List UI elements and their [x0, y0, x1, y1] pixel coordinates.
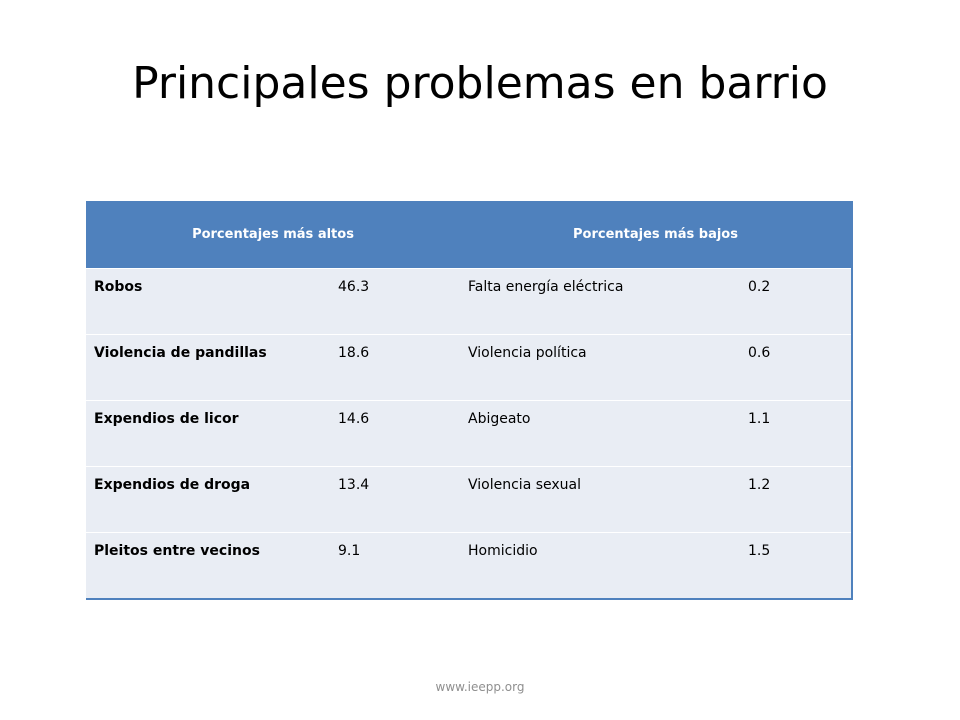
- low-problem-label: Violencia política: [460, 335, 740, 401]
- slide-title: Principales problemas en barrio: [132, 58, 828, 109]
- table-row: [86, 533, 852, 599]
- high-problem-label: Expendios de licor: [86, 401, 330, 467]
- high-problem-value: 46.3: [330, 269, 460, 335]
- problems-table: [86, 201, 853, 600]
- high-problem-value: 18.6: [330, 335, 460, 401]
- low-problem-value: 0.6: [740, 335, 852, 401]
- high-problem-label: Violencia de pandillas: [86, 335, 330, 401]
- footer-url: www.ieepp.org: [435, 680, 525, 694]
- low-problem-label: Violencia sexual: [460, 467, 740, 533]
- low-problem-value: 1.5: [740, 533, 852, 599]
- table-row: [86, 467, 852, 533]
- low-problem-value: 1.1: [740, 401, 852, 467]
- header-highest-percentages: Porcentajes más altos: [86, 201, 460, 269]
- high-problem-label: Robos: [86, 269, 330, 335]
- high-problem-value: 9.1: [330, 533, 460, 599]
- low-problem-value: 1.2: [740, 467, 852, 533]
- table-row: [86, 401, 852, 467]
- high-problem-label: Pleitos entre vecinos: [86, 533, 330, 599]
- low-problem-value: 0.2: [740, 269, 852, 335]
- table-row: [86, 269, 852, 335]
- table-header-row: [86, 201, 852, 269]
- low-problem-label: Falta energía eléctrica: [460, 269, 740, 335]
- low-problem-label: Abigeato: [460, 401, 740, 467]
- low-problem-label: Homicidio: [460, 533, 740, 599]
- high-problem-value: 14.6: [330, 401, 460, 467]
- header-lowest-percentages: Porcentajes más bajos: [460, 201, 852, 269]
- high-problem-value: 13.4: [330, 467, 460, 533]
- high-problem-label: Expendios de droga: [86, 467, 330, 533]
- table-row: [86, 335, 852, 401]
